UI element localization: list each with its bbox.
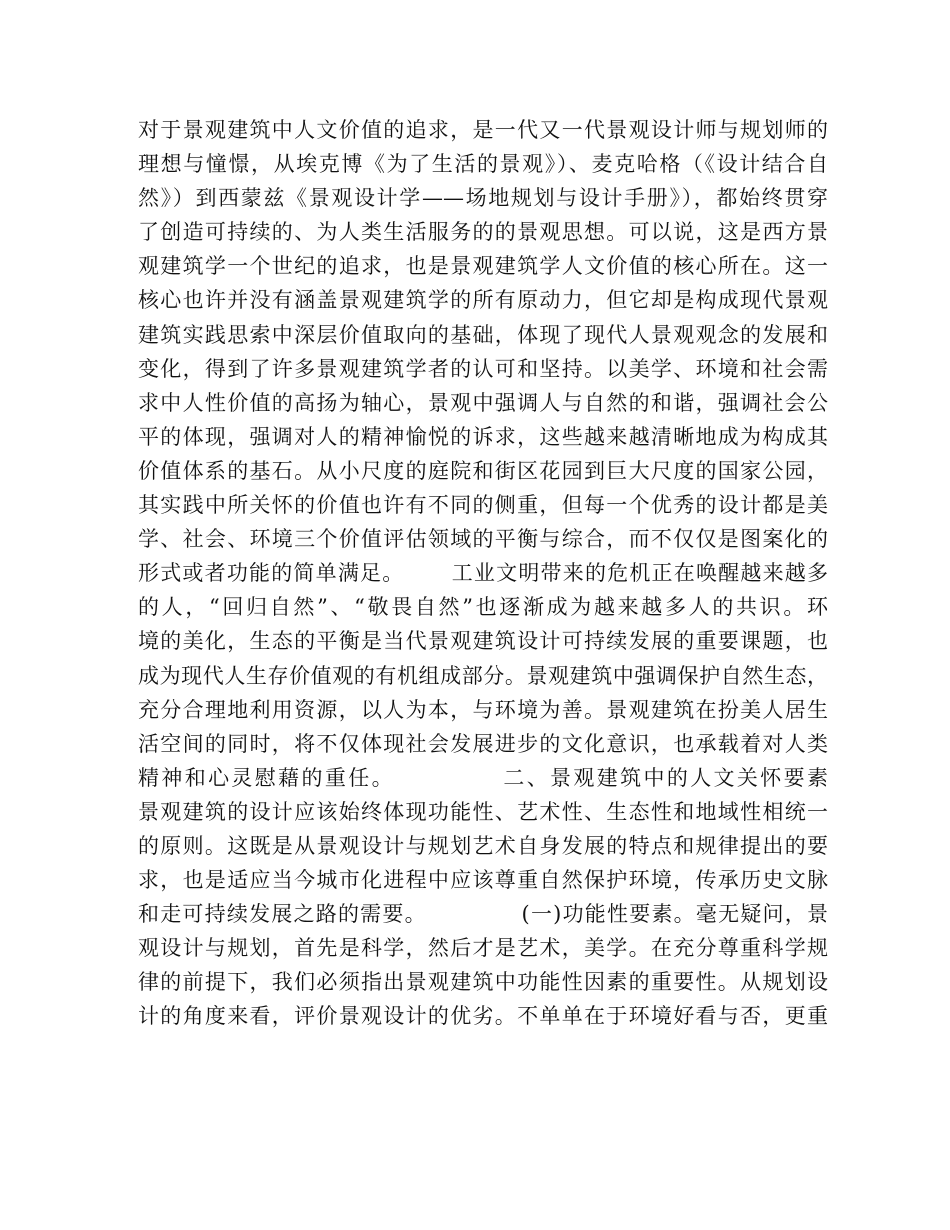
text-line-12: 其实践中所关怀的价值也许有不同的侧重，但每一个优秀的设计都是美 [138, 493, 828, 518]
text-line-7: 建筑实践思索中深层价值取向的基础，体现了现代人景观观念的发展和 [138, 322, 828, 347]
text-line-11: 价值体系的基石。从小尺度的庭院和街区花园到巨大尺度的国家公园， [138, 458, 828, 483]
text-line-25: 观设计与规划，首先是科学，然后才是艺术，美学。在充分尊重科学规 [138, 936, 828, 961]
text-line-17: 成为现代人生存价值观的有机组成部分。景观建筑中强调保护自然生态， [138, 663, 828, 688]
text-line-20: 精神和心灵慰藉的重任。 二、景观建筑中的人文关怀要素 [138, 765, 828, 790]
text-line-2: 理想与憧憬，从埃克博《为了生活的景观》）、麦克哈格（《设计结合自 [138, 152, 828, 177]
body-text [138, 113, 828, 1034]
text-line-8: 变化，得到了许多景观建筑学者的认可和坚持。以美学、环境和社会需 [138, 356, 828, 381]
text-line-1: 对于景观建筑中人文价值的追求，是一代又一代景观设计师与规划师的 [138, 118, 828, 142]
text-line-4: 了创造可持续的、为人类生活服务的的景观思想。可以说，这是西方景 [138, 220, 828, 245]
text-line-21: 景观建筑的设计应该始终体现功能性、艺术性、生态性和地域性相统一 [138, 799, 828, 824]
text-line-24: 和走可持续发展之路的需要。 (一)功能性要素。毫无疑问，景 [138, 902, 828, 927]
text-line-19: 活空间的同时，将不仅体现社会发展进步的文化意识，也承载着对人类 [138, 731, 828, 756]
text-line-3: 然》）到西蒙兹《景观设计学——场地规划与设计手册》），都始终贯穿 [138, 186, 828, 211]
text-line-16: 境的美化，生态的平衡是当代景观建筑设计可持续发展的重要课题，也 [138, 629, 828, 654]
text-line-26: 律的前提下，我们必须指出景观建筑中功能性因素的重要性。从规划设 [138, 970, 828, 995]
text-line-23: 求，也是适应当今城市化进程中应该尊重自然保护环境，传承历史文脉 [138, 868, 828, 893]
text-line-15: 的人，“回归自然”、“敬畏自然”也逐渐成为越来越多人的共识。环 [138, 595, 828, 620]
text-line-13: 学、社会、环境三个价值评估领域的平衡与综合，而不仅仅是图案化的 [138, 527, 828, 552]
text-line-18: 充分合理地利用资源，以人为本，与环境为善。景观建筑在扮美人居生 [138, 697, 828, 722]
text-line-14: 形式或者功能的简单满足。 工业文明带来的危机正在唤醒越来越多 [138, 561, 828, 586]
text-line-10: 平的体现，强调对人的精神愉悦的诉求，这些越来越清晰地成为构成其 [138, 424, 828, 449]
text-line-6: 核心也许并没有涵盖景观建筑学的所有原动力，但它却是构成现代景观 [138, 288, 828, 313]
text-line-9: 求中人性价值的高扬为轴心，景观中强调人与自然的和谐，强调社会公 [138, 390, 828, 415]
text-line-27: 计的角度来看，评价景观设计的优劣。不单单在于环境好看与否，更重 [138, 1004, 828, 1029]
text-line-5: 观建筑学一个世纪的追求，也是景观建筑学人文价值的核心所在。这一 [138, 254, 828, 279]
text-line-22: 的原则。这既是从景观设计与规划艺术自身发展的特点和规律提出的要 [138, 833, 828, 858]
